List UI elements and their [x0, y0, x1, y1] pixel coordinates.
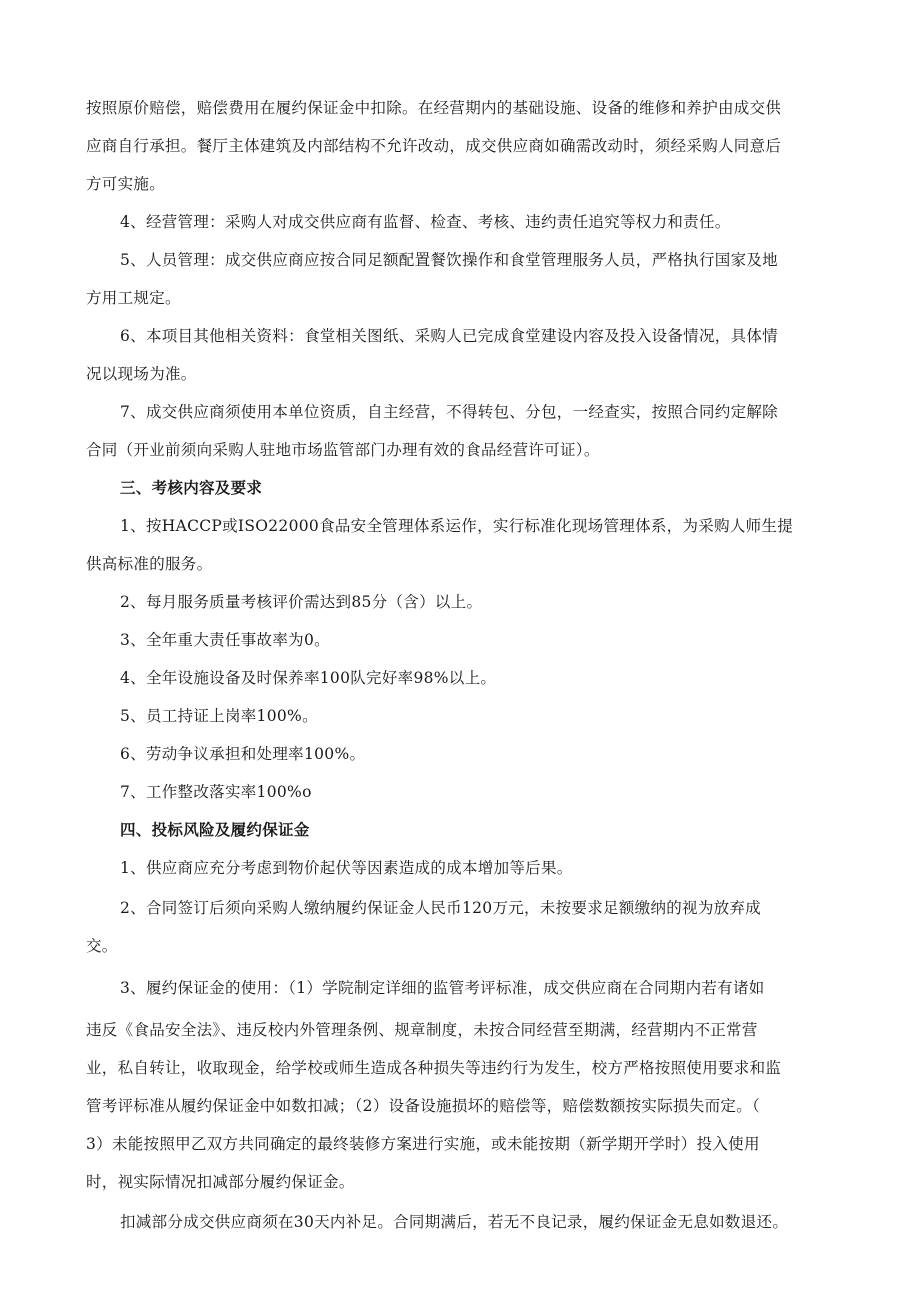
paragraph-line: 供高标准的服务。	[86, 555, 213, 573]
section-heading: 四、投标风险及履约保证金	[120, 820, 310, 839]
paragraph-line: 业，私自转让，收取现金，给学校或师生造成各种损失等违约行为发生，校方严格按照使用要求和监	[86, 1059, 782, 1077]
paragraph-line: 4、全年设施设备及时保养率100队完好率98%以上。	[120, 669, 497, 687]
paragraph-line: 4、经营管理：采购人对成交供应商有监督、检查、考核、违约责任追究等权力和责任。	[120, 213, 731, 231]
paragraph-line: 扣减部分成交供应商须在30天内补足。合同期满后，若无不良记录，履约保证金无息如数退还。	[120, 1213, 789, 1231]
paragraph-line: 7、成交供应商须使用本单位资质，自主经营，不得转包、分包，一经查实，按照合同约定解除	[120, 403, 778, 421]
paragraph-line: 应商自行承担。餐厅主体建筑及内部结构不允许改动，成交供应商如确需改动时，须经采购人同意后	[86, 137, 782, 155]
section-heading: 三、考核内容及要求	[120, 478, 263, 497]
paragraph-line: 时，视实际情况扣减部分履约保证金。	[86, 1173, 355, 1191]
paragraph-line: 管考评标准从履约保证金中如数扣减；（2）设备设施损坏的赔偿等，赔偿数额按实际损失而定。（	[86, 1097, 761, 1115]
paragraph-line: 3、全年重大责任事故率为0。	[120, 631, 330, 649]
paragraph-line: 交。	[86, 937, 118, 955]
paragraph-line: 2、合同签订后须向采购人缴纳履约保证金人民币120万元，未按要求足额缴纳的视为放弃成	[120, 899, 762, 917]
paragraph-line: 按照原价赔偿，赔偿费用在履约保证金中扣除。在经营期内的基础设施、设备的维修和养护由成交供	[86, 99, 782, 117]
paragraph-line: 5、员工持证上岗率100%。	[120, 707, 318, 725]
paragraph-line: 5、人员管理：成交供应商应按合同足额配置餐饮操作和食堂管理服务人员，严格执行国家及地	[120, 251, 778, 269]
paragraph-line: 方可实施。	[86, 175, 166, 193]
paragraph-line: 合同（开业前须向采购人驻地市场监管部门办理有效的食品经营许可证）。	[86, 441, 600, 459]
paragraph-line: 6、劳动争议承担和处理率100%。	[120, 745, 366, 763]
paragraph-line: 3、履约保证金的使用：（1）学院制定详细的监管考评标准，成交供应商在合同期内若有诸如	[120, 979, 765, 997]
paragraph-line: 1、供应商应充分考虑到物价起伏等因素造成的成本增加等后果。	[120, 859, 573, 877]
paragraph-line: 2、每月服务质量考核评价需达到85分（含）以上。	[120, 593, 483, 611]
paragraph-line: 1、按HACCP或ISO22000食品安全管理体系运作，实行标准化现场管理体系，为采购人师生提	[120, 517, 794, 535]
paragraph-line: 3）未能按照甲乙双方共同确定的最终装修方案进行实施，或未能按期（新学期开学时）投入使用	[86, 1135, 760, 1153]
paragraph-line: 方用工规定。	[86, 289, 181, 307]
paragraph-line: 7、工作整改落实率100%o	[120, 783, 312, 801]
paragraph-line: 况以现场为准。	[86, 365, 197, 383]
paragraph-line: 违反《食品安全法》、违反校内外管理条例、规章制度，未按合同经营至期满，经营期内不正常营	[86, 1021, 758, 1039]
paragraph-line: 6、本项目其他相关资料：食堂相关图纸、采购人已完成食堂建设内容及投入设备情况，具体情	[120, 327, 778, 345]
